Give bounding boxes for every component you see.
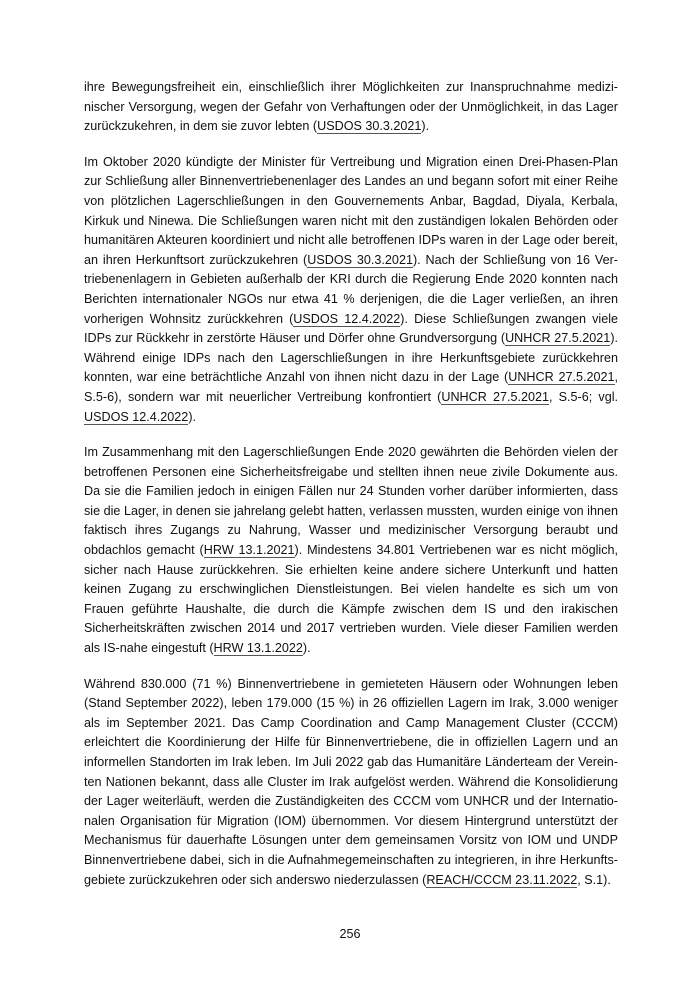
citation-link[interactable]: USDOS 12.4.2022 xyxy=(84,409,189,424)
paragraph-text: , S.5-6), sondern war mit neuerlicher Vertreibung konfrontiert ( xyxy=(84,370,618,404)
citation-link[interactable]: USDOS 30.3.2021 xyxy=(307,252,413,267)
paragraph-text: ). Während einige IDPs nach den Lagerschließungen in ihre Herkunftsgebiete zurückkehren konnten, war eine beträchtliche Anzahl von ihnen nicht dazu in der Lage ( xyxy=(84,331,619,385)
paragraph-text: ). Mindestens 34.801 Vertriebenen war es nicht möglich, sicher nach Hause zurückkehren. Sie erhielten keine andere sichere Unterkunft und hatten keinen Zugang zu erschwinglichen Dienstleistungen. Bei vielen handelte es sich um von Frauen geführte Haushalte, die durch die Kämpfe zwischen dem IS und den irakischen Sicherheitskräften zwischen 2014 und 2017 vertrieben wurden. Viele dieser Familien werden als IS-nahe eingestuft ( xyxy=(84,543,618,656)
paragraph-1 xyxy=(84,78,618,137)
citation-link[interactable]: REACH/CCCM 23.11.2022 xyxy=(426,872,578,887)
citation-link[interactable]: UNHCR 27.5.2021 xyxy=(441,389,549,404)
citation-link[interactable]: UNHCR 27.5.2021 xyxy=(508,370,615,385)
paragraph-text: ). Nach der Schließung von 16 Vertriebenenlagern in Gebieten außerhalb der KRI durch die Regierung Ende 2020 konnten nach Berichten internationaler NGOs nur etwa 41 % derjenigen, die die Lager verließen, an ihren vorherigen Wohnsitz zurückkehren ( xyxy=(84,252,618,326)
paragraph-4 xyxy=(84,675,618,891)
paragraph-text: Während 830.000 (71 %) Binnenvertriebene in gemieteten Häusern oder Wohnungen leben (Stand September 2022), leben 179.000 (15 %) in 26 offiziellen Lagern im Irak, 3.000 weniger als im September 2021. Das Camp Coordination and Camp Management Cluster (CCCM) erleichtert die Koordinierung der Hilfe für Binnenvertriebene, die in offiziellen Lagern und an informellen Standorten im Irak leben. Im Juli 2022 gab das Humanitäre Länderteam der Vereinten Nationen bekannt, dass alle Cluster im Irak aufgelöst werden. Während die Konsolidierung der Lager weiterläuft, werden die Zuständigkeiten des CCCM vom UNHCR und der Internationalen Organisation für Migration (IOM) übernommen. Vor diesem Hintergrund unterstützt der Mechanismus für dauerhafte Lösungen unter dem gemeinsamen Vorsitz von IOM und UNDP Binnenvertriebene dabei, sich in die Aufnahmegemeinschaften zu integrieren, in ihre Herkunftsgebiete zurückzukehren oder sich anderswo niederzulassen ( xyxy=(84,676,618,887)
paragraph-text: Im Oktober 2020 kündigte der Minister für Vertreibung und Migration einen Drei-Phasen-Plan zur Schließung aller Binnenvertriebenenlager des Landes an und begann sofort mit einer Reihe von plötzlichen Lagerschließungen in den Gouvernements Anbar, Bagdad, Diyala, Kerbala, Kirkuk und Ninewa. Die Schließungen waren nicht mit den zuständigen lokalen Behörden oder humanitären Akteuren koordiniert und nicht alle betroffenen IDPs waren in der Lage oder bereit, an ihren Herkunftsort zurückzukehren ( xyxy=(84,154,618,267)
citation-link[interactable]: UNHCR 27.5.2021 xyxy=(505,331,611,346)
citation-link[interactable]: USDOS 30.3.2021 xyxy=(317,119,422,134)
citation-link[interactable]: HRW 13.1.2022 xyxy=(213,641,303,656)
paragraph-3 xyxy=(84,443,618,659)
paragraph-text: ). xyxy=(421,119,430,134)
paragraph-text: ). xyxy=(302,641,311,656)
paragraph-text: ). Diese Schließungen zwangen viele IDPs zur Rückkehr in zerstörte Häuser und Dörfer ohne Grundversorgung ( xyxy=(84,311,619,346)
paragraph-text: , S.5-6; vgl. xyxy=(549,389,618,404)
document-body xyxy=(84,78,618,906)
paragraph-text: ). xyxy=(188,409,197,424)
paragraph-2 xyxy=(84,153,618,427)
paragraph-text: Im Zusammenhang mit den Lagerschließungen Ende 2020 gewährten die Behörden vielen der betroffenen Personen eine Sicherheitsfreigabe und stellten ihnen neue zivile Dokumente aus. Da sie die Familien jedoch in einigen Fällen nur 24 Stunden vorher darüber informierten, dass sie die Lager, in denen sie jahrelang gelebt hatten, verlassen mussten, wurden einige von ihnen faktisch ihres Zugangs zu Nahrung, Wasser und medizinischer Versorgung beraubt und obdachlos gemacht ( xyxy=(84,445,618,558)
paragraph-text: , S.1). xyxy=(577,872,611,887)
citation-link[interactable]: USDOS 12.4.2022 xyxy=(293,311,401,326)
page-number: 256 xyxy=(339,927,361,941)
paragraph-text: ihre Bewegungsfreiheit ein, einschließlich ihrer Möglichkeiten zur Inanspruchnahme medizinischer Versorgung, wegen der Gefahr von Verhaftungen oder der Unmöglichkeit, in das Lager zurückzukehren, in dem sie zuvor lebten ( xyxy=(84,80,618,134)
citation-link[interactable]: HRW 13.1.2021 xyxy=(203,543,295,558)
